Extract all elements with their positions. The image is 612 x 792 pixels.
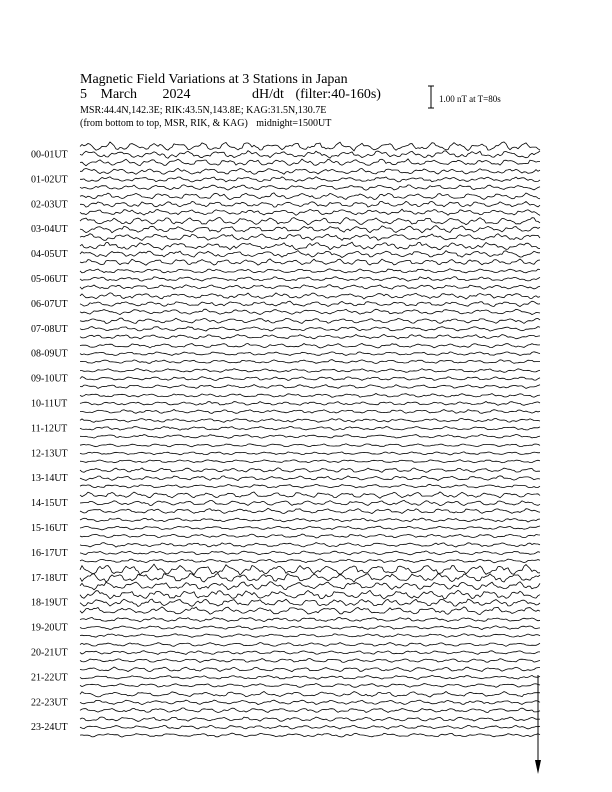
trace-msr <box>80 159 540 166</box>
trace-kag <box>80 418 540 422</box>
date-year: 2024 <box>162 87 191 102</box>
row-label: 16-17UT <box>31 547 68 559</box>
trace-rik <box>80 526 540 530</box>
trace-kag <box>80 667 540 672</box>
row-label: 02-03UT <box>31 199 68 211</box>
row-label: 13-14UT <box>31 473 68 485</box>
row-label: 20-21UT <box>31 647 68 659</box>
date-month: March <box>100 87 138 102</box>
trace-kag <box>80 142 540 151</box>
trace-rik <box>80 201 540 207</box>
trace-rik <box>80 574 540 583</box>
trace-msr <box>80 508 540 513</box>
row-label: 15-16UT <box>31 522 68 534</box>
trace-kag <box>80 369 540 373</box>
trace-kag <box>80 293 540 299</box>
trace-msr <box>80 684 540 688</box>
trace-msr <box>80 534 540 538</box>
trace-rik <box>80 277 540 282</box>
scale-label: 1.00 nT at T=80s <box>439 94 501 104</box>
trace-kag <box>80 564 540 575</box>
trace-msr <box>80 335 540 339</box>
date-day: 5 <box>80 87 87 102</box>
row-label: 10-11UT <box>31 398 68 410</box>
trace-msr <box>80 360 540 364</box>
midnight-note: midnight=1500UT <box>256 118 332 129</box>
trace-kag <box>80 318 540 323</box>
trace-rik <box>80 402 540 406</box>
trace-rik <box>80 700 540 705</box>
trace-rik <box>80 177 540 182</box>
trace-rik <box>80 500 540 505</box>
trace-kag <box>80 269 540 273</box>
row-label: 00-01UT <box>31 149 68 161</box>
trace-msr <box>80 708 540 713</box>
trace-msr <box>80 385 540 389</box>
trace-rik <box>80 377 540 381</box>
trace-msr <box>80 634 540 638</box>
row-label: 11-12UT <box>31 423 68 435</box>
row-label: 22-23UT <box>31 697 68 709</box>
order-note: (from bottom to top, MSR, RIK, & KAG) <box>80 118 248 129</box>
trace-rik <box>80 675 540 679</box>
trace-kag <box>80 218 540 225</box>
trace-msr <box>80 410 540 414</box>
row-label: 21-22UT <box>31 672 68 684</box>
trace-msr <box>80 582 540 590</box>
row-label: 08-09UT <box>31 348 68 360</box>
trace-msr <box>80 559 540 563</box>
row-label: 03-04UT <box>31 224 68 236</box>
trace-msr <box>80 607 540 615</box>
row-label: 18-19UT <box>31 597 68 609</box>
trace-kag <box>80 717 540 721</box>
trace-rik <box>80 327 540 332</box>
filter: (filter:40-160s) <box>295 87 381 102</box>
trace-kag <box>80 168 540 174</box>
trace-msr <box>80 285 540 290</box>
row-label: 05-06UT <box>31 273 68 285</box>
row-label: 23-24UT <box>31 722 68 734</box>
trace-rik <box>80 725 540 729</box>
trace-msr <box>80 185 540 190</box>
row-label: 04-05UT <box>31 249 68 261</box>
trace-kag <box>80 492 540 498</box>
trace-msr <box>80 659 540 663</box>
trace-kag <box>80 242 540 250</box>
trace-kag <box>80 468 540 473</box>
row-label: 19-20UT <box>31 622 68 634</box>
row-label: 07-08UT <box>31 323 68 335</box>
trace-kag <box>80 444 540 447</box>
trace-kag <box>80 617 540 621</box>
trace-kag <box>80 692 540 698</box>
chart-title: Magnetic Field Variations at 3 Stations in Japan <box>80 72 348 87</box>
trace-kag <box>80 518 540 522</box>
trace-rik <box>80 226 540 233</box>
row-label: 06-07UT <box>31 298 68 310</box>
trace-msr <box>80 434 540 438</box>
trace-rik <box>80 452 540 455</box>
trace-rik <box>80 352 540 356</box>
trace-rik <box>80 426 540 430</box>
trace-rik <box>80 651 540 655</box>
trace-msr <box>80 234 540 241</box>
trace-rik <box>80 551 540 555</box>
trace-rik <box>80 626 540 630</box>
station-coordinates: MSR:44.4N,142.3E; RIK:43.5N,143.8E; KAG:31.5N,130.7E <box>80 105 327 116</box>
trace-msr <box>80 733 540 737</box>
trace-rik <box>80 476 540 481</box>
row-label: 17-18UT <box>31 572 68 584</box>
row-label: 12-13UT <box>31 448 68 460</box>
row-label: 01-02UT <box>31 174 68 186</box>
trace-msr <box>80 309 540 314</box>
trace-msr <box>80 484 540 488</box>
row-label: 14-15UT <box>31 498 68 510</box>
trace-rik <box>80 599 540 606</box>
trace-rik <box>80 151 540 159</box>
trace-kag <box>80 543 540 548</box>
scale-bar <box>428 86 434 108</box>
trace-kag <box>80 193 540 200</box>
trace-rik <box>80 251 540 258</box>
trace-kag <box>80 344 540 349</box>
trace-msr <box>80 209 540 215</box>
trace-kag <box>80 643 540 647</box>
end-arrow <box>535 675 541 774</box>
measure: dH/dt <box>252 87 284 102</box>
trace-kag <box>80 590 540 599</box>
trace-kag <box>80 394 540 398</box>
row-label: 09-10UT <box>31 373 68 385</box>
trace-msr <box>80 460 540 463</box>
trace-rik <box>80 301 540 306</box>
trace-msr <box>80 259 540 265</box>
